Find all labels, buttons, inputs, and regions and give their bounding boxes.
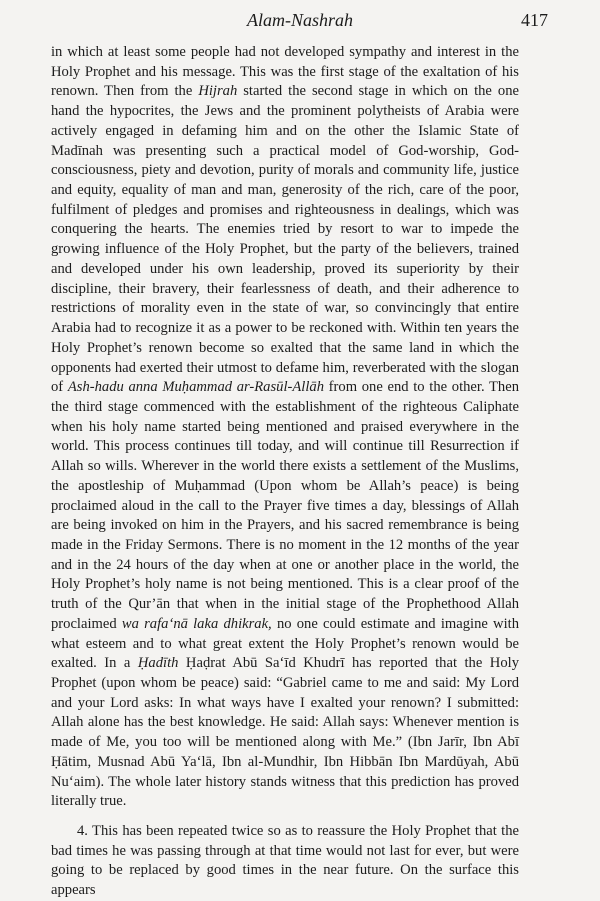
italic-term-hadith: Ḥadīth [137,655,179,672]
italic-phrase-quran-verse: wa rafa‘nā laka dhikrak, [121,615,272,632]
text-run: from one end to the other. Then the third stage commenced with the establishment of the righteous Caliphate when his holy name started being mentioned and praised everywhere in the world. This process continues till today, and will continue till Resurrection if Allah so wills. Wherever in the world there exists a settlement of the Muslims, the apostleship of Muḥammad (Upon whom be Allah’s peace) is being proclaimed aloud in the call to the Prayer five times a day, blessings of Allah are being invoked on him in the Prayers, and his sacred remembrance is being made in the Friday Sermons. There is no moment in the 12 months of the year and in the 24 hours of the day when at one or another place in the world, the Holy Prophet’s holy name is not being mentioned. This is a clear proof of the truth of the Qur’ān that when in the initial stage of the Prophethood Allah proclaimed [51,379,519,632]
body-text [51,43,519,901]
page-number: 417 [521,10,548,30]
text-run: no one could estimate and imagine with what esteem and to what great extent the Holy Prophet’s renown would be exalted. In a [51,615,520,672]
italic-term-hijrah: Hijrah [198,83,238,100]
paragraph-continued [51,43,519,812]
text-run: in which at least some people had not developed sympathy and interest in the Holy Prophet and his message. This was the first stage of the exaltation of his renown. Then from the [51,44,519,100]
running-title: Alam-Nashrah [246,10,353,30]
text-run: Ḥaḍrat Abū Sa‘īd Khudrī has reported that the Holy Prophet (upon whom be peace) said: “Gabriel came to me and said: My Lord and your Lord asks: In what ways have I exalted your renown? I submitted: Allah alone has the best knowledge. He said: Allah says: Whenever mention is made of Me, you too will be mentioned along with Me.” (Ibn Jarīr, Ibn Abī Ḥātim, Musnad Abū Ya‘lā, Ibn al-Mundhir, Ibn Hibbān Ibn Mardūyah, Abū Nu‘aim). The whole later history stands witness that this prediction has proved literally true. [51,655,519,810]
paragraph-4: 4. This has been repeated twice so as to reassure the Holy Prophet that the bad times he was passing through at that time would not last for ever, but were going to be replaced by good times in the near future. On the surface this appears [51,823,519,899]
page-header [0,10,600,36]
italic-phrase-shahada: Ash-hadu anna Muḥammad ar-Rasūl-Allāh [67,379,324,396]
text-run: started the second stage in which on the one hand the hypocrites, the Jews and the prominent polytheists of Arabia were actively engaged in defaming him and on the other the Islamic State of Madīnah was presenting such a practical model of God-worship, God-consciousness, piety and devotion, purity of morals and community life, justice and equity, equality of man and man, generosity of the rich, care of the poor, fulfilment of pledges and promises and righteousness in dealings, which was conquering the hearts. The enemies tried by resort to war to impede the growing influence of the Holy Prophet, but the party of the believers, trained and developed under his own leadership, proved its superiority by their discipline, their bravery, their fearlessness of death, and their adherence to restrictions of morality even in the state of war, so convincingly that entire Arabia had to recognize it as a power to be reckoned with. Within ten years the Holy Prophet’s renown become so exalted that the same land in which the opponents had exerted their utmost to defame him, reverberated with the slogan of [51,83,519,396]
